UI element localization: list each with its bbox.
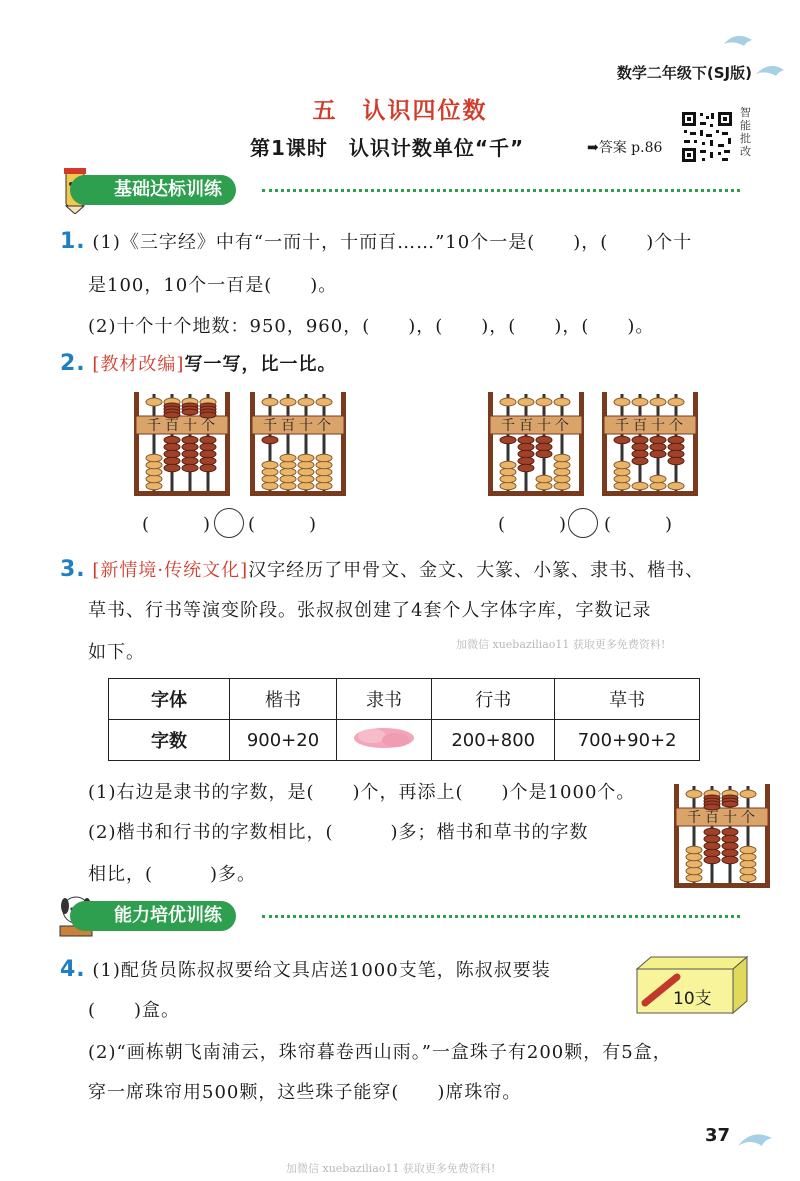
abacus-bead-counted bbox=[650, 450, 666, 458]
abacus-place-label: 千 bbox=[147, 418, 161, 434]
abacus-bead bbox=[614, 468, 630, 476]
abacus-bead bbox=[146, 398, 162, 406]
abacus-bead-counted bbox=[704, 804, 720, 810]
abacus-bead-counted bbox=[722, 856, 738, 864]
abacus-frame bbox=[765, 784, 770, 888]
abacus bbox=[248, 392, 348, 496]
abacus-bead bbox=[280, 454, 296, 462]
abacus-place-label: 十 bbox=[299, 418, 313, 434]
question-4-line-3: (2)“画栋朝飞南浦云，珠帘暮卷西山雨。”一盒珠子有200颗，有5盒， bbox=[88, 1042, 672, 1063]
abacus-bead-counted bbox=[182, 457, 198, 465]
abacus-bead-counted bbox=[536, 436, 552, 444]
box-label: 10支 bbox=[673, 989, 712, 1009]
question-number: 1. bbox=[60, 229, 86, 254]
table-header: 行书 bbox=[432, 679, 555, 720]
abacus-bead-counted bbox=[632, 450, 648, 458]
question-number: 4. bbox=[60, 957, 86, 982]
question-text: (1)配货员陈叔叔要给文具店送1000支笔，陈叔叔要装 bbox=[92, 960, 551, 981]
question-tag: [教材改编] bbox=[92, 354, 185, 375]
abacus-bead bbox=[668, 482, 684, 490]
question-3-line-1 bbox=[60, 556, 704, 582]
abacus-frame bbox=[250, 491, 346, 496]
abacus-bead bbox=[316, 454, 332, 462]
abacus-place-label: 千 bbox=[615, 418, 629, 434]
abacus-bead bbox=[280, 398, 296, 406]
abacus-bead bbox=[316, 468, 332, 476]
abacus-bead-counted bbox=[668, 436, 684, 444]
abacus-bead bbox=[298, 475, 314, 483]
abacus-bead bbox=[146, 482, 162, 490]
answer-blank[interactable]: ( ) bbox=[248, 514, 317, 535]
abacus-bead-counted bbox=[518, 436, 534, 444]
abacus-bead-counted bbox=[704, 856, 720, 864]
unit-name: 认识四位数 bbox=[362, 98, 488, 124]
abacus-bead-counted bbox=[518, 457, 534, 465]
abacus-bead-counted bbox=[704, 842, 720, 850]
abacus-bead bbox=[280, 461, 296, 469]
abacus bbox=[132, 392, 232, 496]
abacus-bead bbox=[554, 475, 570, 483]
abacus bbox=[486, 392, 586, 496]
lesson-title: 第1课时 认识计数单位“千” bbox=[250, 136, 525, 160]
abacus-bead-counted bbox=[518, 443, 534, 451]
dolphin-decoration-icon bbox=[734, 1124, 778, 1154]
question-3-sub-1: (1)右边是隶书的字数，是( )个，再添上( )个是1000个。 bbox=[88, 782, 636, 803]
abacus-bead-counted bbox=[200, 436, 216, 444]
abacus-bead bbox=[298, 454, 314, 462]
abacus-frame bbox=[693, 392, 698, 496]
table-header: 字体 bbox=[109, 679, 230, 720]
answer-blank[interactable]: ( ) bbox=[498, 514, 567, 535]
abacus-bead bbox=[740, 790, 756, 798]
qr-side-label bbox=[740, 106, 754, 158]
abacus-place-label: 十 bbox=[723, 810, 737, 826]
abacus-bead bbox=[536, 475, 552, 483]
abacus-bead-counted bbox=[164, 450, 180, 458]
abacus-bead bbox=[262, 461, 278, 469]
abacus-bead-counted bbox=[164, 457, 180, 465]
abacus-bead-counted bbox=[200, 443, 216, 451]
abacus-place-label: 十 bbox=[183, 418, 197, 434]
abacus-bead bbox=[262, 482, 278, 490]
book-title: 数学二年级下(SJ版) bbox=[616, 64, 752, 82]
abacus-bead bbox=[614, 482, 630, 490]
abacus-bead bbox=[632, 482, 648, 490]
answer-blank[interactable]: ( ) bbox=[142, 514, 211, 535]
abacus-place-label: 百 bbox=[519, 418, 533, 434]
abacus-bead-counted bbox=[200, 450, 216, 458]
qr-side-char: 智 bbox=[740, 106, 751, 119]
abacus-bead bbox=[686, 874, 702, 882]
abacus-bead bbox=[614, 398, 630, 406]
abacus-bead bbox=[298, 398, 314, 406]
abacus-place-label: 百 bbox=[281, 418, 295, 434]
abacus-place-label: 千 bbox=[501, 418, 515, 434]
abacus-bead-counted bbox=[182, 464, 198, 472]
abacus-bead-counted bbox=[200, 412, 216, 418]
abacus-bead-counted bbox=[614, 436, 630, 444]
abacus-bead-counted bbox=[182, 450, 198, 458]
abacus-place-label: 个 bbox=[555, 418, 569, 434]
abacus-bead-counted bbox=[704, 835, 720, 843]
abacus-bead bbox=[650, 398, 666, 406]
abacus-bead bbox=[740, 846, 756, 854]
abacus-bead-counted bbox=[518, 450, 534, 458]
abacus-place-label: 千 bbox=[687, 810, 701, 826]
abacus-place-label: 个 bbox=[201, 418, 215, 434]
abacus-bead bbox=[500, 475, 516, 483]
qr-side-char: 能 bbox=[740, 119, 751, 132]
question-text: (1)《三字经》中有“一而十，十而百……”10个一是( )，( )个十 bbox=[92, 232, 693, 253]
abacus-bead-counted bbox=[722, 801, 738, 807]
abacus-bead-counted bbox=[518, 464, 534, 472]
abacus-bead-counted bbox=[722, 849, 738, 857]
abacus-bead-counted bbox=[650, 436, 666, 444]
abacus-bead bbox=[686, 860, 702, 868]
abacus-bead-counted bbox=[182, 436, 198, 444]
abacus-bead bbox=[500, 398, 516, 406]
abacus-bead bbox=[740, 853, 756, 861]
question-text: 写一写，比一比。 bbox=[184, 354, 337, 375]
question-4-line-2: ( )盒。 bbox=[88, 1000, 181, 1021]
abacus-bead-counted bbox=[632, 457, 648, 465]
abacus-bead-counted bbox=[536, 450, 552, 458]
abacus-bead bbox=[146, 475, 162, 483]
abacus-bead bbox=[146, 461, 162, 469]
table-row bbox=[109, 720, 700, 761]
abacus-bead-counted bbox=[632, 443, 648, 451]
abacus-bead bbox=[536, 398, 552, 406]
abacus-bead bbox=[686, 867, 702, 875]
unit-number: 五 bbox=[312, 98, 338, 124]
abacus-bead bbox=[686, 846, 702, 854]
abacus-place-label: 十 bbox=[537, 418, 551, 434]
question-4-line-1 bbox=[60, 956, 551, 982]
abacus-frame bbox=[134, 491, 230, 496]
qr-side-char: 改 bbox=[740, 145, 751, 158]
abacus-bead bbox=[668, 398, 684, 406]
abacus-bead-counted bbox=[164, 443, 180, 451]
section-divider bbox=[262, 915, 740, 918]
table-row bbox=[109, 679, 700, 720]
abacus-frame bbox=[250, 392, 255, 496]
question-3-line-2: 草书、行书等演变阶段。张叔叔创建了4套个人字体字库，字数记录 bbox=[88, 600, 652, 621]
abacus-bead bbox=[146, 454, 162, 462]
abacus-place-label: 百 bbox=[633, 418, 647, 434]
abacus-bead-counted bbox=[722, 842, 738, 850]
abacus-bead bbox=[632, 398, 648, 406]
font-word-count-table bbox=[108, 678, 700, 761]
abacus-bead bbox=[536, 482, 552, 490]
abacus-frame bbox=[674, 883, 770, 888]
question-text: 汉字经历了甲骨文、金文、大篆、小篆、隶书、楷书、 bbox=[248, 560, 705, 581]
table-cell: 700+90+2 bbox=[555, 720, 700, 761]
abacus-place-label: 百 bbox=[705, 810, 719, 826]
abacus-bead-counted bbox=[704, 828, 720, 836]
question-number: 3. bbox=[60, 557, 86, 582]
abacus bbox=[672, 784, 772, 888]
abacus-bead bbox=[500, 468, 516, 476]
abacus-bead-counted bbox=[182, 443, 198, 451]
abacus-place-label: 十 bbox=[651, 418, 665, 434]
abacus-bead-counted bbox=[164, 412, 180, 418]
abacus-bead bbox=[554, 398, 570, 406]
abacus-bead bbox=[650, 482, 666, 490]
abacus-place-label: 个 bbox=[741, 810, 755, 826]
abacus-frame bbox=[341, 392, 346, 496]
question-3-sub-2a: (2)楷书和行书的字数相比，( )多；楷书和草书的字数 bbox=[88, 822, 589, 843]
abacus-frame bbox=[488, 491, 584, 496]
abacus-bead bbox=[500, 461, 516, 469]
abacus-bead bbox=[554, 482, 570, 490]
question-2-line bbox=[60, 350, 336, 376]
watermark: 加微信 xuebaziliao11 获取更多免费资料! bbox=[286, 1162, 496, 1175]
abacus-bead bbox=[298, 468, 314, 476]
question-1-line-3: (2)十个十个地数：950，960，( )，( )，( )，( )。 bbox=[88, 316, 655, 337]
abacus-frame bbox=[579, 392, 584, 496]
abacus-bead bbox=[280, 468, 296, 476]
table-header: 草书 bbox=[555, 679, 700, 720]
compare-circle[interactable] bbox=[214, 508, 244, 538]
abacus-bead bbox=[614, 461, 630, 469]
abacus-bead bbox=[262, 475, 278, 483]
abacus-bead-counted bbox=[164, 464, 180, 472]
abacus-bead-counted bbox=[262, 436, 278, 444]
abacus-bead bbox=[316, 482, 332, 490]
abacus-bead-counted bbox=[650, 443, 666, 451]
abacus-bead bbox=[262, 398, 278, 406]
abacus-bead-counted bbox=[164, 436, 180, 444]
page-number: 37 bbox=[704, 1125, 730, 1146]
abacus-bead-counted bbox=[500, 436, 516, 444]
abacus-bead-counted bbox=[536, 443, 552, 451]
question-1-line-2: 是100，10个一百是( )。 bbox=[88, 275, 338, 296]
abacus-bead bbox=[554, 454, 570, 462]
abacus-bead bbox=[316, 475, 332, 483]
question-number: 2. bbox=[60, 351, 86, 376]
abacus-bead bbox=[554, 468, 570, 476]
abacus-bead bbox=[146, 468, 162, 476]
abacus-bead-counted bbox=[668, 457, 684, 465]
table-header: 楷书 bbox=[230, 679, 337, 720]
abacus-bead bbox=[740, 867, 756, 875]
abacus-bead-counted bbox=[182, 409, 198, 415]
answer-reference[interactable]: ➡答案 p.86 bbox=[587, 140, 663, 156]
abacus-frame bbox=[225, 392, 230, 496]
abacus-bead-counted bbox=[722, 835, 738, 843]
abacus-bead-counted bbox=[200, 464, 216, 472]
abacus-bead bbox=[740, 874, 756, 882]
abacus-place-label: 百 bbox=[165, 418, 179, 434]
table-header: 隶书 bbox=[336, 679, 431, 720]
abacus-bead bbox=[614, 475, 630, 483]
abacus-place-label: 个 bbox=[317, 418, 331, 434]
question-3-sub-2b: 相比，( )多。 bbox=[88, 864, 257, 885]
abacus-bead bbox=[262, 468, 278, 476]
abacus-frame bbox=[488, 392, 493, 496]
table-cell: 900+20 bbox=[230, 720, 337, 761]
abacus-bead-counted bbox=[200, 457, 216, 465]
abacus-bead bbox=[298, 482, 314, 490]
ink-smudge-icon bbox=[352, 726, 416, 750]
question-1-line-1 bbox=[60, 228, 692, 254]
abacus-bead-counted bbox=[632, 436, 648, 444]
abacus-bead bbox=[280, 482, 296, 490]
abacus-bead bbox=[280, 475, 296, 483]
qr-code-icon[interactable] bbox=[680, 110, 734, 164]
abacus-bead bbox=[554, 461, 570, 469]
abacus-frame bbox=[602, 491, 698, 496]
abacus-bead bbox=[686, 790, 702, 798]
abacus-frame bbox=[134, 392, 139, 496]
abacus-bead bbox=[518, 398, 534, 406]
abacus-bead-counted bbox=[704, 849, 720, 857]
watermark: 加微信 xuebaziliao11 获取更多免费资料! bbox=[456, 638, 666, 651]
abacus-bead bbox=[316, 398, 332, 406]
abacus-bead-counted bbox=[668, 450, 684, 458]
abacus-frame bbox=[602, 392, 607, 496]
compare-circle[interactable] bbox=[568, 508, 598, 538]
section-divider bbox=[262, 189, 740, 192]
abacus bbox=[600, 392, 700, 496]
abacus-bead bbox=[500, 482, 516, 490]
table-cell: 200+800 bbox=[432, 720, 555, 761]
abacus-bead-counted bbox=[722, 828, 738, 836]
table-row-label: 字数 bbox=[109, 720, 230, 761]
abacus-place-label: 千 bbox=[263, 418, 277, 434]
answer-blank[interactable]: ( ) bbox=[604, 514, 673, 535]
question-3-line-3: 如下。 bbox=[88, 642, 145, 663]
table-cell-smudged bbox=[336, 720, 431, 761]
abacus-bead bbox=[298, 461, 314, 469]
question-4-line-4: 穿一席珠帘用500颗，这些珠子能穿( )席珠帘。 bbox=[88, 1082, 522, 1103]
abacus-bead bbox=[316, 461, 332, 469]
question-tag: [新情境·传统文化] bbox=[92, 560, 249, 581]
abacus-bead bbox=[686, 853, 702, 861]
abacus-bead-counted bbox=[668, 443, 684, 451]
section-header-basic: 基础达标训练 bbox=[70, 175, 236, 205]
abacus-bead bbox=[740, 860, 756, 868]
abacus-place-label: 个 bbox=[669, 418, 683, 434]
abacus-frame bbox=[674, 784, 679, 888]
abacus-bead bbox=[650, 475, 666, 483]
section-header-advanced: 能力培优训练 bbox=[70, 901, 236, 931]
qr-side-char: 批 bbox=[740, 132, 751, 145]
